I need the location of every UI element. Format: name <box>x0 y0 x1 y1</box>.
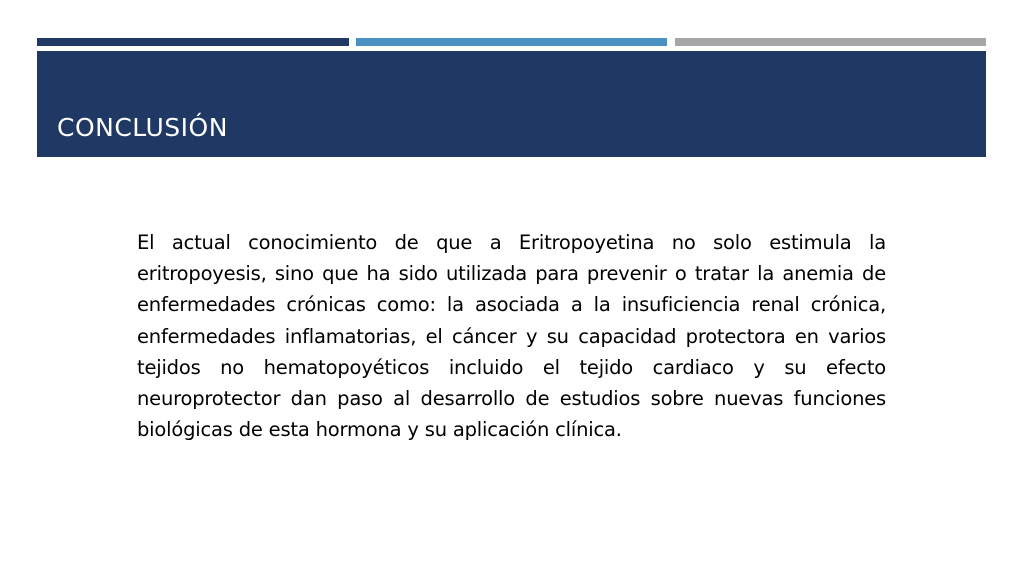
accent-bar-dark <box>37 38 349 46</box>
body-paragraph: El actual conocimiento de que a Eritropoyetina no solo estimula la eritropoyesis, sino que ha sido utilizada para prevenir o tratar la anemia de enfermedades crónicas como: la asociada a la insuficiencia renal crónica, enfermedades inflamatorias, el cáncer y su capacidad protectora en varios tejidos no hematopoyéticos incluido el tejido cardiaco y su efecto neuroprotector dan paso al desarrollo de estudios sobre nuevas funciones biológicas de esta hormona y su aplicación clínica. <box>137 231 886 442</box>
slide-title: CONCLUSIÓN <box>57 113 228 142</box>
accent-bar-light <box>675 38 986 46</box>
accent-bar-mid <box>356 38 667 46</box>
title-band <box>37 51 986 157</box>
